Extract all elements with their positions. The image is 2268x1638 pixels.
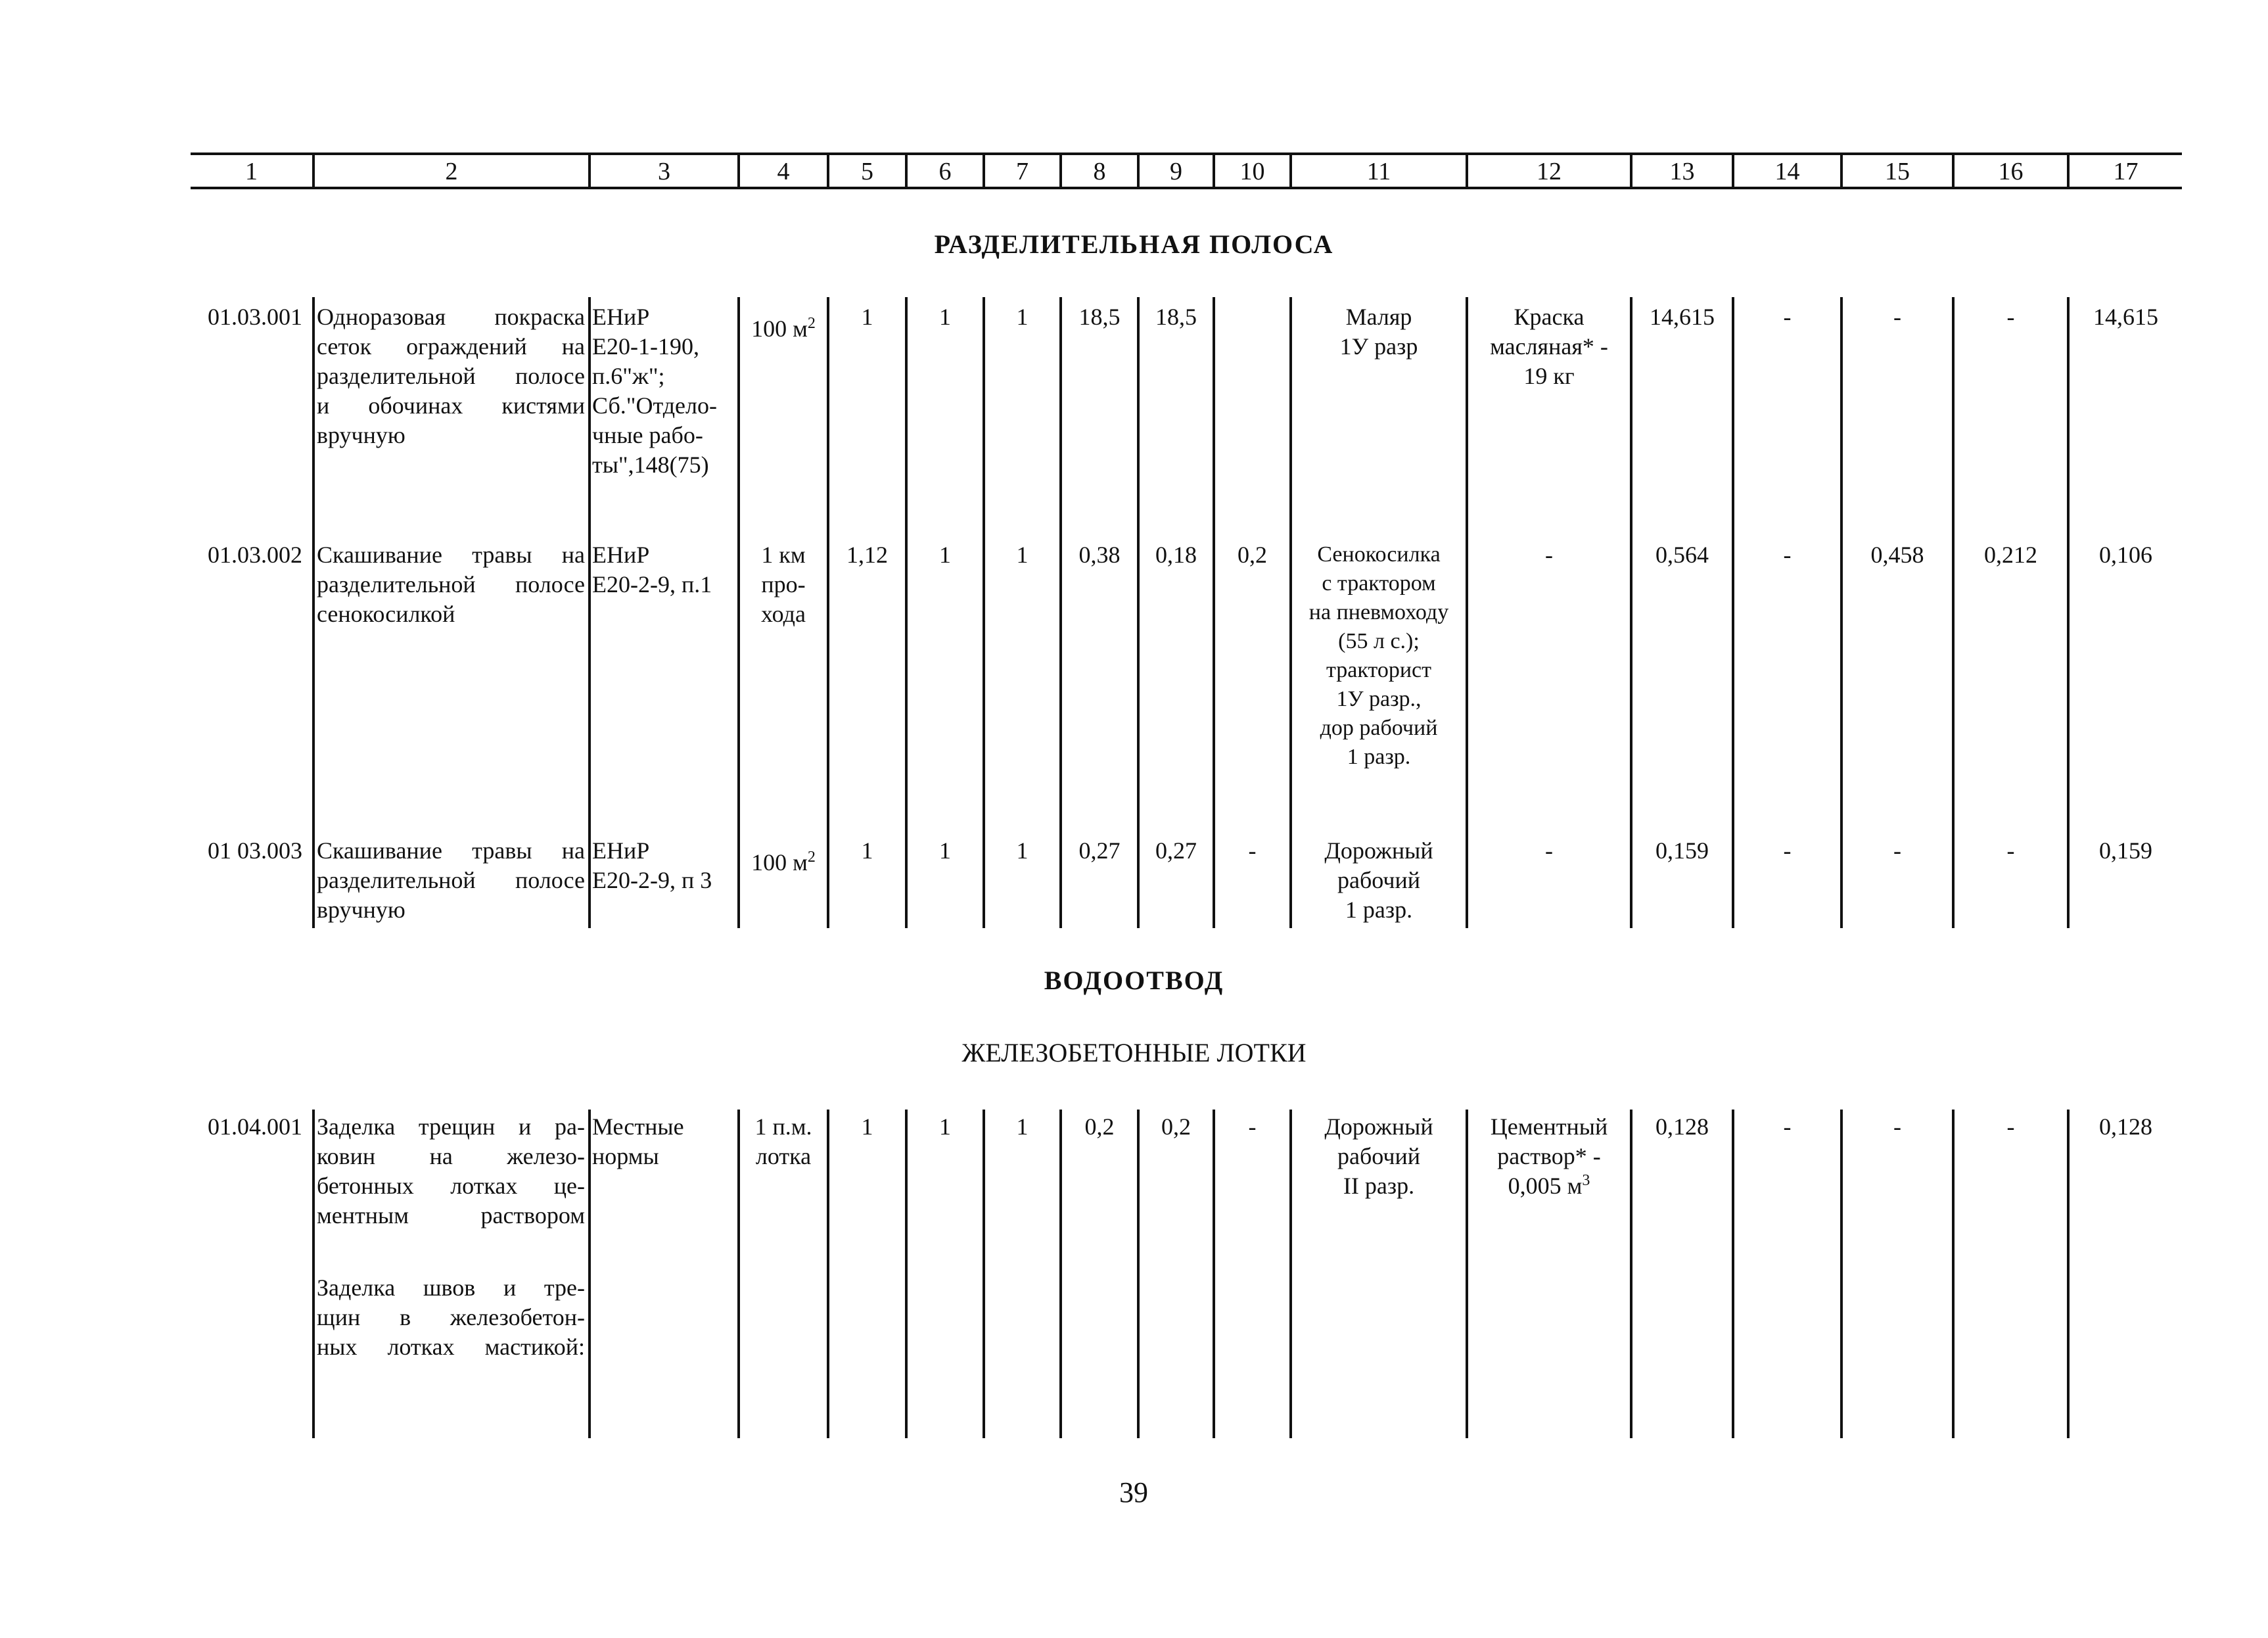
col-divider [1630,297,1632,928]
row-col9: 0,27 [1155,837,1197,864]
row-col8: 0,27 [1078,837,1121,864]
col-divider [1213,297,1215,928]
header-col-8: 8 [1093,158,1106,185]
header-col-5: 5 [861,158,873,185]
row-col16: - [2006,1113,2015,1140]
row-description: Скашивание травы на разделительной полосе сенокосилкой [317,542,585,627]
row-reference: Местные нормы [592,1113,684,1169]
header-col-4: 4 [777,158,790,185]
row-col17: 14,615 [2093,304,2158,330]
col-divider [1732,1110,1734,1438]
row-col17: 0,128 [2099,1113,2152,1140]
row-col7: 1 [1016,837,1029,864]
row-unit-text: 1 км про- хода [761,542,806,627]
col-divider [1213,1110,1215,1438]
header-col-15: 15 [1885,158,1910,185]
row-col9: 0,18 [1155,542,1197,568]
row-col13: 0,128 [1655,1113,1709,1140]
col-divider [2067,297,2070,928]
row-code: 01.03.002 [208,542,302,568]
row-col14: - [1783,837,1792,864]
row-description-secondary: Заделка швов и тре- щин в железобетон- ных лотках мастикой: [317,1275,585,1360]
col-divider [905,297,908,928]
section-heading-drainage: ВОДООТВОД [1044,966,1224,995]
row-col12-text: Краска масляная* - 19 кг [1490,304,1608,389]
row-unit-text: 100 м [751,849,808,876]
row-reference: ЕНиР Е20-2-9, п 3 [592,837,712,893]
row-col12 [1468,1112,1630,1201]
row-col15: - [1893,837,1901,864]
header-col-7: 7 [1016,158,1029,185]
row-col11: Маляр 1У разр [1339,304,1418,360]
col-divider [1840,1110,1843,1438]
row-col6: 1 [939,542,951,568]
header-col-2: 2 [445,158,458,185]
row-col12 [1468,302,1630,391]
row-unit-sup: 2 [807,315,816,332]
row-col12-sup: 3 [1582,1172,1590,1189]
row-col7: 1 [1016,1113,1029,1140]
row-col11: Сенокосилка с трактором на пневмоходу (55 л с.); тракторист 1У разр., дор рабочий 1 разр. [1308,542,1449,769]
row-col15: - [1893,1113,1901,1140]
row-col17: 0,159 [2099,837,2152,864]
col-divider [905,1110,908,1438]
row-col12 [1468,540,1630,570]
col-divider [1952,297,1955,928]
section-heading-trays: ЖЕЛЕЗОБЕТОННЫЕ ЛОТКИ [961,1038,1307,1067]
row-description: Одноразовая покраска сеток ограждений на разделительной полосе и обочинах кистями вручную [317,304,585,448]
row-col8: 18,5 [1078,304,1121,330]
col-divider [312,1110,315,1438]
row-col14: - [1783,1113,1792,1140]
col-divider [1952,1110,1955,1438]
row-code: 01 03.003 [208,837,302,864]
row-col10: 0,2 [1238,542,1267,568]
row-col12-text: - [1545,837,1553,864]
row-col6: 1 [939,304,951,330]
row-col8: 0,2 [1084,1113,1115,1140]
row-unit [740,540,827,629]
header-col-10: 10 [1239,158,1265,185]
row-unit [740,1112,827,1171]
header-col-6: 6 [938,158,952,185]
row-col7: 1 [1016,542,1029,568]
row-col7: 1 [1016,304,1029,330]
row-col15: - [1893,304,1901,330]
row-col5: 1,12 [846,542,888,568]
col-divider [1732,297,1734,928]
row-unit-sup: 2 [807,849,816,866]
row-col17: 0,106 [2099,542,2152,568]
row-col10: - [1248,1113,1257,1140]
row-description: Скашивание травы на разделительной полосе вручную [317,837,585,923]
row-description: Заделка трещин и ра- ковин на железо- бетонных лотках це- ментным раствором [317,1113,585,1228]
row-code: 01.04.001 [208,1113,302,1140]
header-col-1: 1 [245,158,258,185]
col-divider [588,297,591,928]
col-divider [2067,1110,2070,1438]
section-heading-divider: РАЗДЕЛИТЕЛЬНАЯ ПОЛОСА [934,229,1334,259]
row-col15: 0,458 [1870,542,1924,568]
header-col-16: 16 [1998,158,2024,185]
row-col16: 0,212 [1984,542,2037,568]
col-divider [1630,1110,1632,1438]
header-col-13: 13 [1669,158,1695,185]
row-col6: 1 [939,837,951,864]
row-col5: 1 [861,837,873,864]
row-col11: Дорожный рабочий 1 разр. [1324,837,1433,923]
row-col12 [1468,836,1630,866]
header-col-9: 9 [1170,158,1182,185]
row-reference: ЕНиР Е20-1-190, п.6"ж"; Сб."Отдело- чные рабо- ты",148(75) [592,304,717,478]
row-col16: - [2006,304,2015,330]
row-col13: 0,159 [1655,837,1709,864]
row-unit [740,314,827,344]
col-divider [1059,297,1062,928]
col-divider [983,297,985,928]
row-col5: 1 [861,1113,873,1140]
col-divider [1059,1110,1062,1438]
header-col-12: 12 [1537,158,1562,185]
col-divider [588,1110,591,1438]
row-col13: 14,615 [1650,304,1715,330]
row-col16: - [2006,837,2015,864]
row-col14: - [1783,304,1792,330]
row-col13: 0,564 [1655,542,1709,568]
col-divider [983,1110,985,1438]
header-col-17: 17 [2113,158,2139,185]
row-col9: 18,5 [1155,304,1197,330]
row-col11: Дорожный рабочий II разр. [1324,1113,1433,1199]
row-col8: 0,38 [1078,542,1121,568]
row-col9: 0,2 [1161,1113,1191,1140]
row-col5: 1 [861,304,873,330]
row-code: 01.03.001 [208,304,302,330]
row-col6: 1 [939,1113,951,1140]
header-col-14: 14 [1774,158,1800,185]
row-reference: ЕНиР Е20-2-9, п.1 [592,542,712,597]
col-divider [1466,297,1468,928]
col-divider [827,1110,829,1438]
col-divider [1840,297,1843,928]
row-unit-text: 100 м [751,316,808,342]
row-col14: - [1783,542,1792,568]
page-number: 39 [1119,1476,1148,1509]
row-col10: - [1248,837,1257,864]
row-unit [740,848,827,878]
header-col-11: 11 [1366,158,1391,185]
header-col-3: 3 [658,158,670,185]
col-divider [1137,1110,1140,1438]
col-divider [1137,297,1140,928]
row-col12-text: - [1545,542,1553,568]
row-unit-text: 1 п.м. лотка [754,1113,812,1169]
col-divider [827,297,829,928]
row-col12-text: Цементный раствор* - 0,005 м [1490,1113,1608,1199]
col-divider [312,297,315,928]
